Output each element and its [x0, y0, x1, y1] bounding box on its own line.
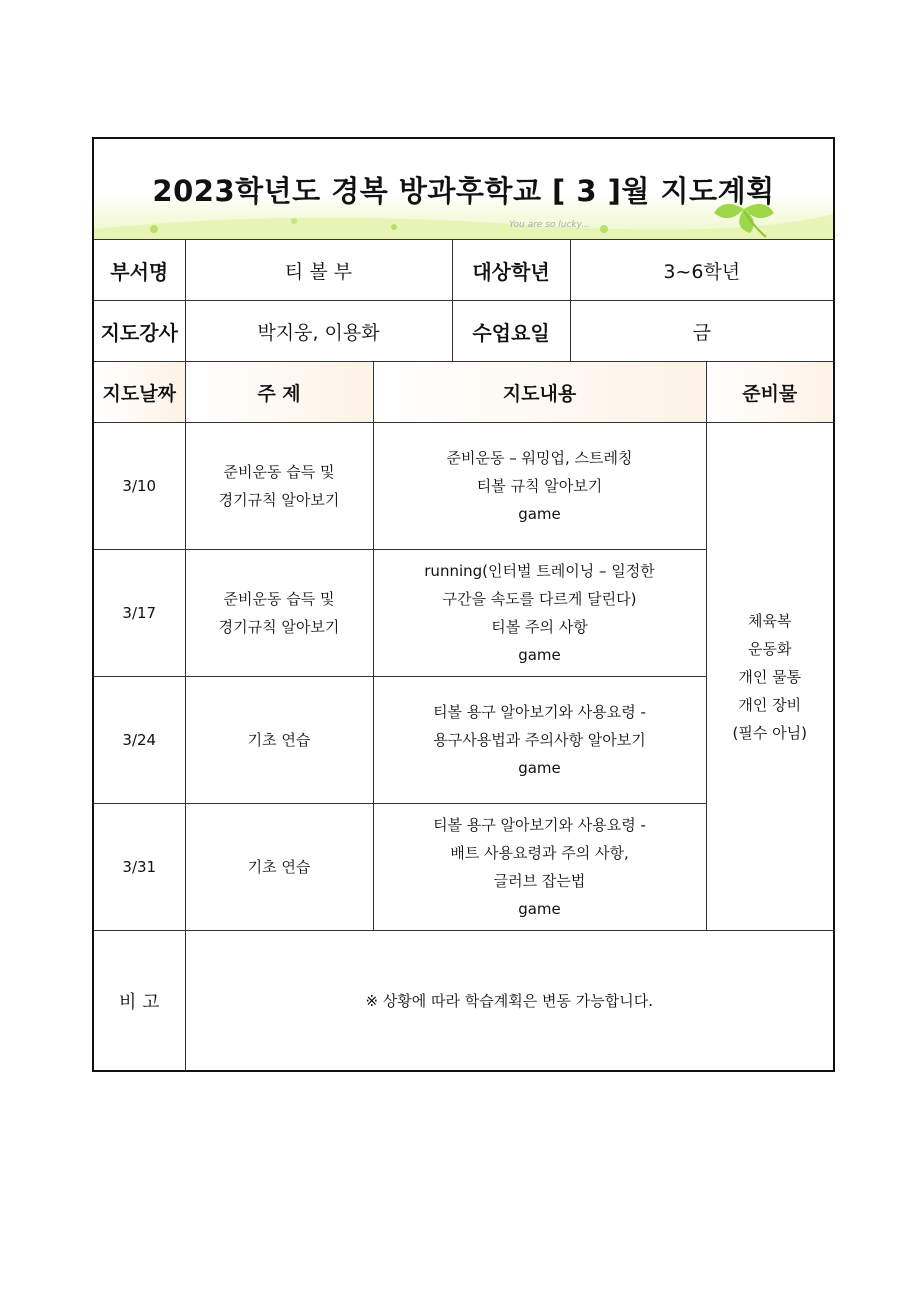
content-line: 구간을 속도를 다르게 달린다)	[442, 590, 637, 608]
topic-line: 경기규칙 알아보기	[218, 618, 340, 636]
content-line: 용구사용법과 주의사항 알아보기	[433, 731, 646, 749]
content-line: 글러브 잡는법	[493, 872, 586, 890]
row-topic	[185, 550, 373, 677]
content-line: game	[518, 759, 561, 777]
grade-value: 3~6학년	[570, 240, 834, 301]
material-item: 운동화	[748, 639, 792, 658]
remark-text: ※ 상황에 따라 학습계획은 변동 가능합니다.	[185, 931, 834, 1072]
row-date: 3/31	[93, 804, 185, 931]
row-date: 3/10	[93, 423, 185, 550]
topic-line: 경기규칙 알아보기	[218, 491, 340, 509]
title-banner	[93, 138, 834, 240]
content-line: 티볼 주의 사항	[491, 618, 588, 636]
header-materials: 준비물	[706, 362, 834, 423]
content-line: running(인터벌 트레이닝 – 일정한	[424, 562, 655, 580]
day-value: 금	[570, 301, 834, 362]
topic-line: 기초 연습	[247, 858, 311, 876]
grade-label: 대상학년	[452, 240, 570, 301]
content-line: 준비운동 – 워밍업, 스트레칭	[446, 449, 633, 467]
row-date: 3/17	[93, 550, 185, 677]
content-line: 배트 사용요령과 주의 사항,	[450, 844, 629, 862]
topic-line: 준비운동 습득 및	[223, 463, 335, 481]
row-content	[373, 550, 706, 677]
remark-label: 비 고	[93, 931, 185, 1072]
content-line: 티볼 규칙 알아보기	[476, 477, 603, 495]
row-date: 3/24	[93, 677, 185, 804]
content-line: game	[518, 646, 561, 664]
teacher-value: 박지웅, 이용화	[185, 301, 452, 362]
row-topic	[185, 804, 373, 931]
row-topic	[185, 423, 373, 550]
table-row	[93, 423, 834, 550]
teacher-label: 지도강사	[93, 301, 185, 362]
header-content: 지도내용	[373, 362, 706, 423]
page-title: 2023학년도 경복 방과후학교 [ 3 ]월 지도계획	[152, 173, 775, 208]
row-content	[373, 677, 706, 804]
plan-table	[92, 137, 835, 1072]
content-line: 티볼 용구 알아보기와 사용요령 -	[433, 816, 646, 834]
material-item: 체육복	[748, 611, 792, 630]
day-label: 수업요일	[452, 301, 570, 362]
topic-line: 기초 연습	[247, 731, 311, 749]
row-content	[373, 804, 706, 931]
materials-cell	[706, 423, 834, 931]
header-date: 지도날짜	[93, 362, 185, 423]
row-content	[373, 423, 706, 550]
content-line: 티볼 용구 알아보기와 사용요령 -	[433, 703, 646, 721]
deco-text: You are so lucky...	[509, 220, 590, 230]
content-line: game	[518, 505, 561, 523]
dept-label: 부서명	[93, 240, 185, 301]
topic-line: 준비운동 습득 및	[223, 590, 335, 608]
material-item: 개인 물통	[738, 667, 802, 686]
dept-value: 티 볼 부	[185, 240, 452, 301]
row-topic	[185, 677, 373, 804]
header-topic: 주 제	[185, 362, 373, 423]
content-line: game	[518, 900, 561, 918]
material-item: (필수 아님)	[732, 723, 807, 742]
material-item: 개인 장비	[738, 695, 802, 714]
